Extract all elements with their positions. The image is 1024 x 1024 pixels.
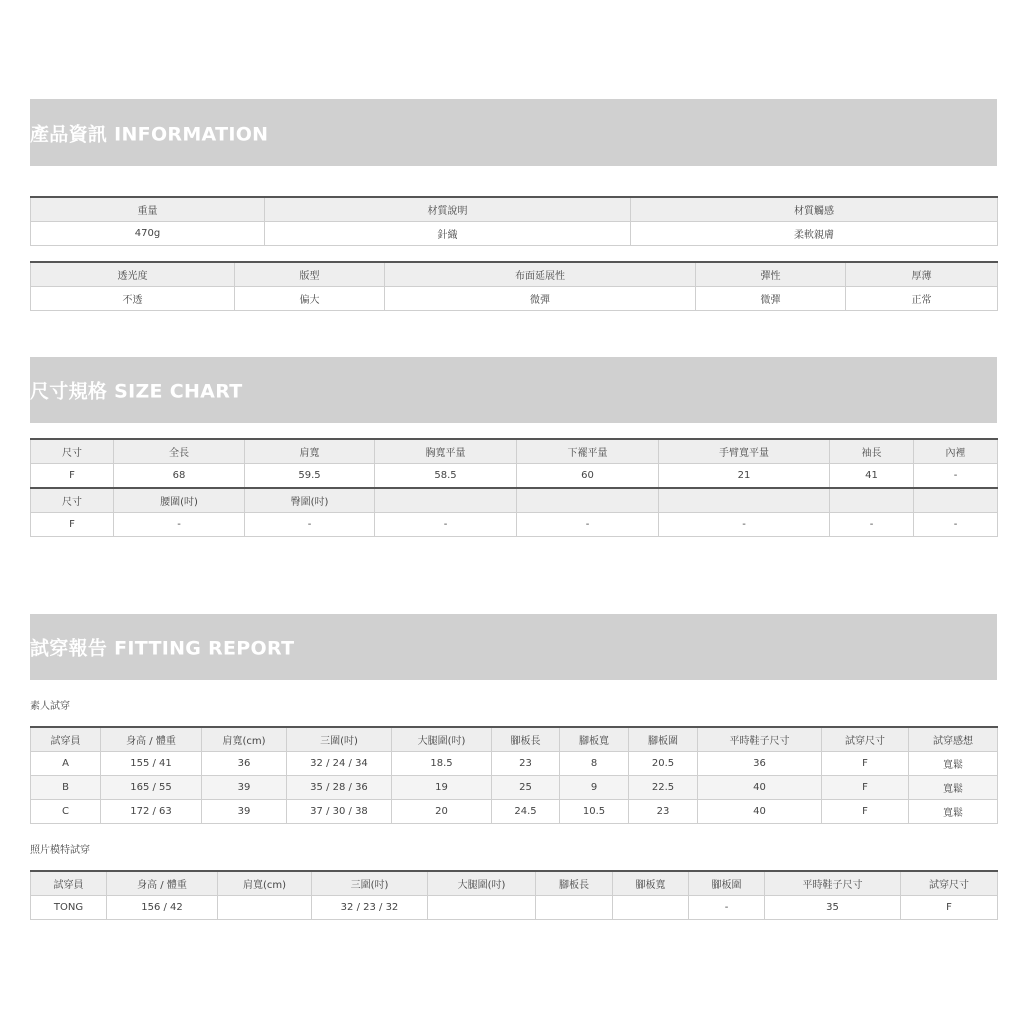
amateur-cell: 172 / 63: [101, 800, 202, 824]
value-opacity: 不透: [31, 287, 235, 311]
size-header-cell: 手臂寬平量: [659, 439, 830, 464]
model-fitting-label: 照片模特試穿: [30, 845, 90, 856]
amateur-cell: 40: [698, 800, 822, 824]
amateur-cell: 寬鬆: [909, 752, 998, 776]
amateur-cell: 20: [392, 800, 492, 824]
model-cell: 35: [765, 896, 901, 920]
amateur-cell: F: [822, 800, 909, 824]
size-header-row-2: [31, 488, 998, 513]
amateur-cell: 36: [698, 752, 822, 776]
header-material: 材質說明: [265, 197, 631, 222]
value-thickness: 正常: [846, 287, 998, 311]
model-cell: 156 / 42: [107, 896, 218, 920]
model-cell: [218, 896, 312, 920]
value-elasticity: 微彈: [696, 287, 846, 311]
size-header-cell: 尺寸: [31, 488, 114, 513]
amateur-header-cell: 身高 / 體重: [101, 727, 202, 752]
amateur-cell: F: [822, 776, 909, 800]
value-texture: 柔軟親膚: [631, 222, 998, 246]
amateur-cell: 155 / 41: [101, 752, 202, 776]
size-header-cell: 臀圍(吋): [245, 488, 375, 513]
amateur-fitting-table: [30, 726, 998, 824]
amateur-header-cell: 大腿圍(吋): [392, 727, 492, 752]
size-header-cell: [517, 488, 659, 513]
amateur-header-row: [31, 727, 998, 752]
size-value-cell: -: [517, 513, 659, 537]
amateur-row-c: [31, 800, 998, 824]
amateur-cell: C: [31, 800, 101, 824]
model-cell: [428, 896, 536, 920]
size-value-cell: -: [375, 513, 517, 537]
size-value-cell: 59.5: [245, 464, 375, 489]
model-header-cell: 腳板長: [536, 871, 613, 896]
model-header-cell: 腳板圍: [689, 871, 765, 896]
size-value-cell: -: [245, 513, 375, 537]
amateur-header-cell: 試穿尺寸: [822, 727, 909, 752]
information-title: 產品資訊 INFORMATION: [30, 123, 269, 145]
model-cell: [536, 896, 613, 920]
size-header-cell: [830, 488, 914, 513]
size-header-cell: 內裡: [914, 439, 998, 464]
model-fitting-table: [30, 870, 998, 920]
size-value-cell: -: [914, 464, 998, 489]
model-cell: -: [689, 896, 765, 920]
size-value-cell: 60: [517, 464, 659, 489]
amateur-header-cell: 腳板圍: [629, 727, 698, 752]
size-value-cell: 68: [114, 464, 245, 489]
size-header-cell: 下襬平量: [517, 439, 659, 464]
amateur-cell: 23: [492, 752, 560, 776]
amateur-cell: 23: [629, 800, 698, 824]
amateur-cell: 36: [202, 752, 287, 776]
size-value-cell: F: [31, 513, 114, 537]
model-header-cell: 身高 / 體重: [107, 871, 218, 896]
amateur-cell: 39: [202, 800, 287, 824]
size-value-cell: -: [830, 513, 914, 537]
amateur-cell: 165 / 55: [101, 776, 202, 800]
model-cell: TONG: [31, 896, 107, 920]
header-elasticity: 彈性: [696, 262, 846, 287]
info-table-2: [30, 261, 998, 311]
model-header-cell: 腳板寬: [613, 871, 689, 896]
size-chart-title: 尺寸規格 SIZE CHART: [30, 380, 243, 403]
size-value-cell: -: [914, 513, 998, 537]
size-header-cell: [914, 488, 998, 513]
header-fabric-stretch: 布面延展性: [385, 262, 696, 287]
model-header-cell: 平時鞋子尺寸: [765, 871, 901, 896]
amateur-header-cell: 試穿感想: [909, 727, 998, 752]
amateur-fitting-label: 素人試穿: [30, 701, 70, 712]
value-fabric-stretch: 微彈: [385, 287, 696, 311]
info-table-1-header-row: [31, 197, 998, 222]
size-header-cell: 袖長: [830, 439, 914, 464]
amateur-header-cell: 平時鞋子尺寸: [698, 727, 822, 752]
amateur-cell: 18.5: [392, 752, 492, 776]
amateur-cell: 20.5: [629, 752, 698, 776]
information-banner: [30, 99, 997, 166]
model-cell: 32 / 23 / 32: [312, 896, 428, 920]
size-header-cell: 腰圍(吋): [114, 488, 245, 513]
size-header-row-1: [31, 439, 998, 464]
model-cell: [613, 896, 689, 920]
size-header-cell: [375, 488, 517, 513]
info-table-1: [30, 196, 998, 246]
model-cell: F: [901, 896, 998, 920]
value-weight: 470g: [31, 222, 265, 246]
amateur-cell: 32 / 24 / 34: [287, 752, 392, 776]
value-material: 針織: [265, 222, 631, 246]
fitting-report-title: 試穿報告 FITTING REPORT: [30, 637, 295, 660]
amateur-cell: B: [31, 776, 101, 800]
amateur-row-b: [31, 776, 998, 800]
size-header-cell: [659, 488, 830, 513]
header-texture: 材質觸感: [631, 197, 998, 222]
info-table-2-header-row: [31, 262, 998, 287]
amateur-cell: 9: [560, 776, 629, 800]
model-header-cell: 試穿員: [31, 871, 107, 896]
size-value-cell: 21: [659, 464, 830, 489]
amateur-cell: 19: [392, 776, 492, 800]
amateur-header-cell: 腳板長: [492, 727, 560, 752]
amateur-cell: 22.5: [629, 776, 698, 800]
header-opacity: 透光度: [31, 262, 235, 287]
size-value-cell: -: [659, 513, 830, 537]
model-header-cell: 大腿圍(吋): [428, 871, 536, 896]
amateur-row-a: [31, 752, 998, 776]
model-header-cell: 三圍(吋): [312, 871, 428, 896]
size-value-cell: 58.5: [375, 464, 517, 489]
size-header-cell: 全長: [114, 439, 245, 464]
size-value-row-1: [31, 464, 998, 489]
info-table-1-value-row: [31, 222, 998, 246]
amateur-cell: 寬鬆: [909, 776, 998, 800]
amateur-cell: 39: [202, 776, 287, 800]
size-chart-banner: [30, 357, 997, 423]
size-value-row-2: [31, 513, 998, 537]
amateur-header-cell: 肩寬(cm): [202, 727, 287, 752]
header-fit: 版型: [235, 262, 385, 287]
amateur-cell: 40: [698, 776, 822, 800]
amateur-header-cell: 三圍(吋): [287, 727, 392, 752]
header-thickness: 厚薄: [846, 262, 998, 287]
header-weight: 重量: [31, 197, 265, 222]
amateur-cell: 10.5: [560, 800, 629, 824]
model-header-cell: 肩寬(cm): [218, 871, 312, 896]
model-row-tong: [31, 896, 998, 920]
amateur-cell: 37 / 30 / 38: [287, 800, 392, 824]
size-value-cell: -: [114, 513, 245, 537]
size-value-cell: F: [31, 464, 114, 489]
size-chart-table: [30, 438, 998, 537]
model-header-cell: 試穿尺寸: [901, 871, 998, 896]
amateur-cell: 35 / 28 / 36: [287, 776, 392, 800]
amateur-cell: 8: [560, 752, 629, 776]
model-header-row: [31, 871, 998, 896]
amateur-cell: 寬鬆: [909, 800, 998, 824]
amateur-header-cell: 腳板寬: [560, 727, 629, 752]
amateur-header-cell: 試穿員: [31, 727, 101, 752]
size-header-cell: 尺寸: [31, 439, 114, 464]
fitting-report-banner: [30, 614, 997, 680]
info-table-2-value-row: [31, 287, 998, 311]
size-value-cell: 41: [830, 464, 914, 489]
size-header-cell: 胸寬平量: [375, 439, 517, 464]
size-header-cell: 肩寬: [245, 439, 375, 464]
amateur-cell: F: [822, 752, 909, 776]
value-fit: 偏大: [235, 287, 385, 311]
amateur-cell: A: [31, 752, 101, 776]
amateur-cell: 24.5: [492, 800, 560, 824]
amateur-cell: 25: [492, 776, 560, 800]
